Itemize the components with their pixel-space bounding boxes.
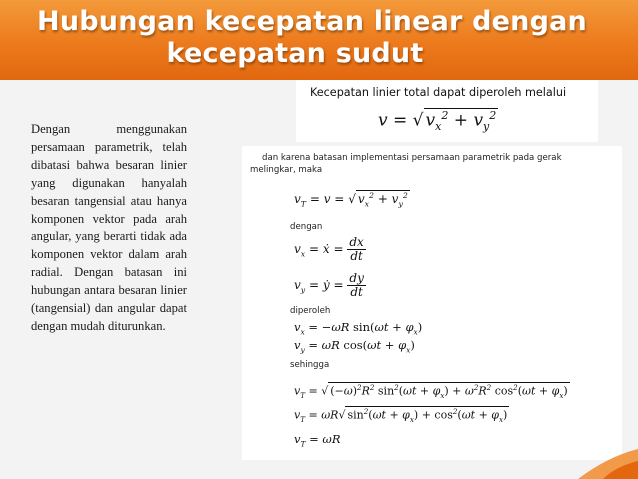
body-paragraph: Dengan menggunakan persamaan parametrik, telah dibatasi bahwa besaran linier yang digunakan hanyalah besaran tangensial atau hanya komponen vektor pada arah angular, yang berarti tidak ada komponen vektor dalam arah radial. Dengan batasan ini hubungan antara besaran linier (tangensial) dan angular dapat dengan mudah diturunkan.	[31, 122, 187, 333]
equation-vy-derivative: $v_y$ = ẏ = $\frac{dy}{dt}$	[294, 271, 364, 299]
slide-title	[0, 6, 638, 70]
equation-vx-derivative: $v_x$ = ẋ = $\frac{dx}{dt}$	[294, 235, 364, 263]
slide-title-line-1: Hubungan kecepatan linear dengan	[37, 6, 587, 37]
label-dengan: dengan	[290, 222, 323, 232]
total-velocity-equation: v = √ $v_x^2 + v_y^2$	[378, 109, 497, 134]
label-diperoleh: diperoleh	[290, 306, 331, 316]
equation-vy-result: $v_y = \omega R$ $\cos(\omega t + \varphi_x)$	[294, 338, 415, 355]
equation-vt-simplified: $v_T = \omega R√$ $\sin^2(\omega t + \varphi_x) + \cos^2(\omega t + \varphi_x)$	[294, 407, 508, 424]
formula-caption: Kecepatan linier total dapat diperoleh melalui	[310, 86, 567, 99]
derivation-intro: dan karena batasan implementasi persamaan parametrik pada gerak melingkar, maka	[250, 153, 562, 175]
equation-vx-result: $v_x = -\omega R$ $\sin(\omega t + \varphi_x)$	[294, 320, 423, 337]
corner-decoration	[548, 409, 638, 479]
equation-vt-sqrt: $v_T = v$ = √ $v_x^2 + v_y^2$	[294, 191, 408, 209]
equation-vt-final: $v_T = \omega R$	[294, 432, 341, 449]
slide-title-line-2: kecepatan sudut	[166, 38, 424, 69]
velocity-formula-image	[296, 80, 598, 142]
label-sehingga: sehingga	[290, 360, 330, 370]
equation-vt-expanded: $v_T$ = √ $(-\omega)^2R^2$ $\sin^2(\omega t + \varphi_x) + \omega^2R^2$ $\cos^2(\omega t + \varphi_x)$	[294, 383, 568, 400]
